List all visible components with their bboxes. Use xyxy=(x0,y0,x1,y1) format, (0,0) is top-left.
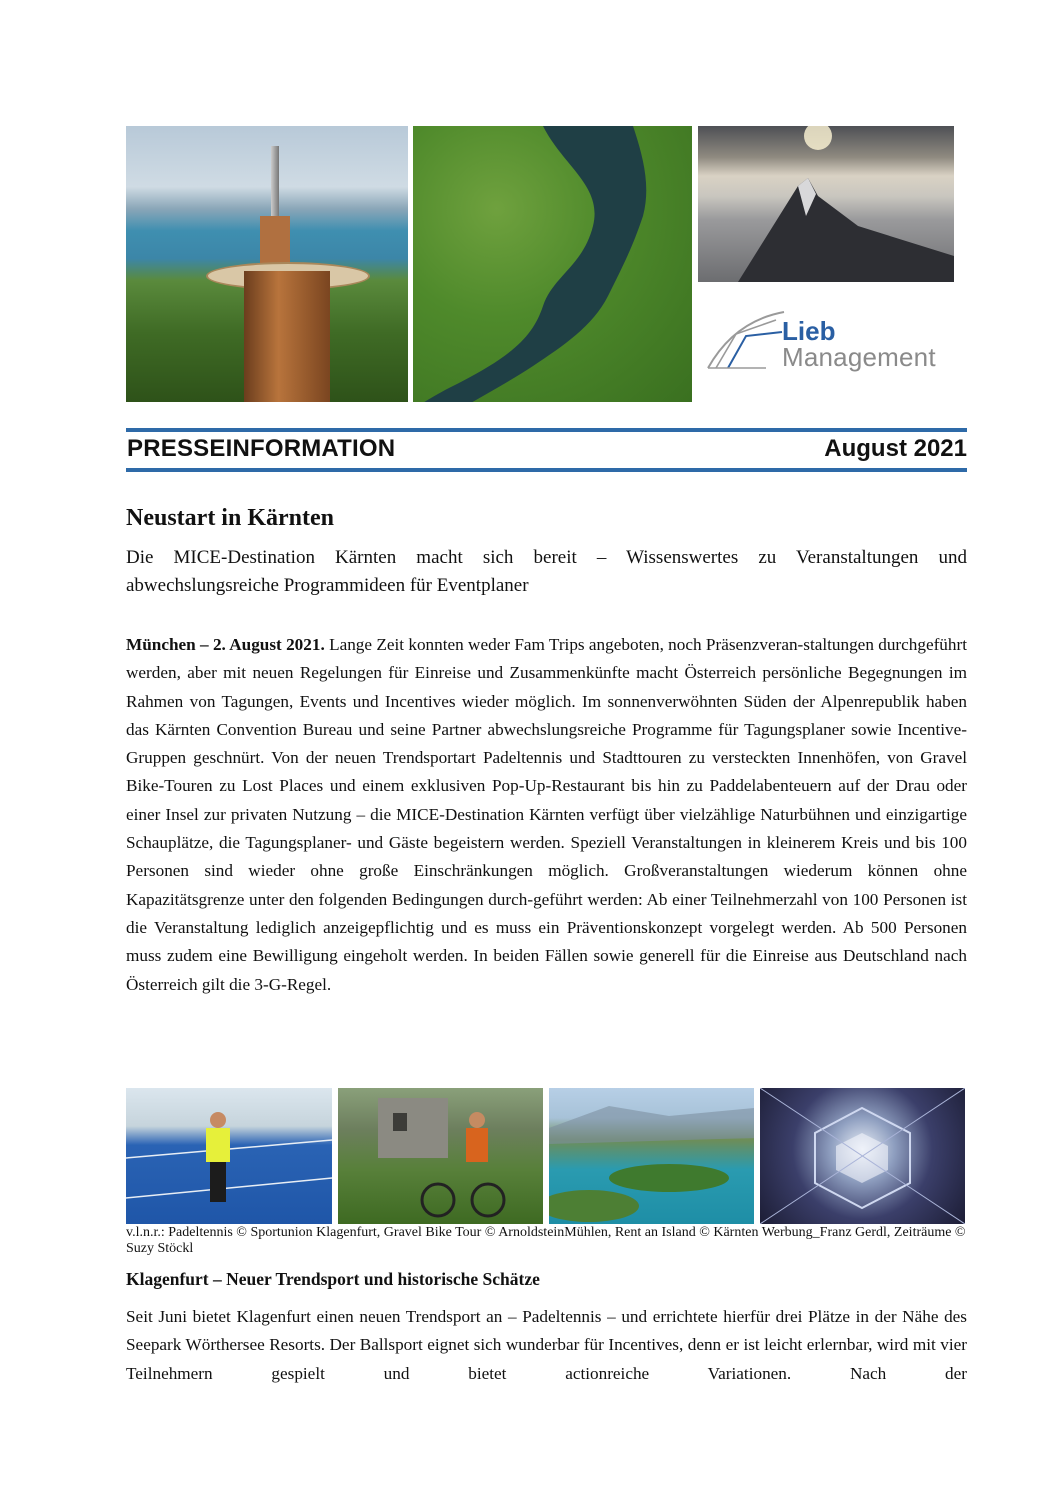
lead-paragraph xyxy=(126,631,967,999)
photo-caption: v.l.n.r.: Padeltennis © Sportunion Klagenfurt, Gravel Bike Tour © ArnoldsteinMühlen, Rent an Island © Kärnten Werbung_Franz Gerdl, Zeiträume © Suzy Stöckl xyxy=(126,1225,966,1256)
subheadline: Die MICE-Destination Kärnten macht sich bereit – Wissenswertes zu Veranstaltungen und abwechslungsreiche Programmideen für Eventplaner xyxy=(126,547,967,596)
headline: Neustart in Kärnten xyxy=(126,505,334,531)
mirror-room-photo xyxy=(760,1088,965,1224)
logo-text-lieb: Lieb xyxy=(782,316,836,346)
island-photo xyxy=(549,1088,754,1224)
logo-mark-icon xyxy=(706,306,786,376)
reed-river-photo xyxy=(413,126,692,402)
mountain-shape xyxy=(698,126,954,282)
ruin-and-rider-shape xyxy=(338,1088,543,1224)
header-rule-bottom xyxy=(126,468,967,472)
logo-text-management: Management xyxy=(782,342,936,372)
press-release-date: August 2021 xyxy=(824,435,967,462)
river-shape xyxy=(413,126,692,402)
tower-photo xyxy=(126,126,408,402)
dateline: München – 2. August 2021. xyxy=(126,635,325,654)
section-title: Klagenfurt – Neuer Trendsport und historische Schätze xyxy=(126,1269,540,1289)
header-rule-top xyxy=(126,428,967,432)
lieb-management-logo xyxy=(706,306,956,376)
gravel-bike-photo xyxy=(338,1088,543,1224)
mountain-summit-photo xyxy=(698,126,954,282)
padel-court-shape xyxy=(126,1088,332,1224)
section-paragraph: Seit Juni bietet Klagenfurt einen neuen Trendsport an – Padeltennis – und errichtete hierfür drei Plätze in der Nähe des Seepark Wörthersee Resorts. Der Ballsport eignet sich wunderbar für Incentives, denn er ist leicht erlernbar, wird mit vier Teilnehmern gespielt und bietet actionreiche Variationen. Nach der xyxy=(126,1307,967,1383)
island-shape xyxy=(549,1088,754,1224)
padel-tennis-photo xyxy=(126,1088,332,1224)
tower-shaft xyxy=(260,216,290,266)
lead-text: Lange Zeit konnten weder Fam Trips angeboten, noch Präsenzveran-staltungen durchgeführt werden, aber mit neuen Regelungen für Einreise und Zusammenkünfte macht Österreich persönliche Begegnungen im Rahmen von Tagungen, Events und Incentives wieder möglich. Im sonnenverwöhnten Süden der Alpenrepublik haben das Kärnten Convention Bureau und seine Partner abwechslungsreiche Programme für Tagungsplaner sowie Incentive-Gruppen geschnürt. Von der neuen Trendsportart Padeltennis und Stadttouren zu versteckten Innenhöfen, von Gravel Bike-Touren zu Lost Places und einem exklusiven Pop-Up-Restaurant bis hin zu Paddelabenteuern auf der Drau oder einer Insel zur privaten Nutzung – die MICE-Destination Kärnten verfügt über vielzählige Naturbühnen und einzigartige Schauplätze, die Tagungsplaner- und Gäste begeistern werden. Speziell Veranstaltungen in kleinerem Kreis und bis 100 Personen sind wieder ohne große Einschränkungen möglich. Großveranstaltungen wiederum können ohne Kapazitätsgrenze unter den folgenden Bedingungen durch-geführt werden: Ab einer Teilnehmerzahl von 100 Personen ist die Veranstaltung lediglich anzeigepflichtig und es muss ein Präventionskonzept vorgelegt werden. Ab 500 Personen muss zudem eine Bewilligung eingeholt werden. In beiden Fällen sowie generell für die Einreise aus Deutschland nach Österreich gilt die 3-G-Regel. xyxy=(126,635,967,994)
tower-body xyxy=(244,271,330,402)
kaleidoscope-shape xyxy=(760,1088,965,1224)
press-release-label: PRESSEINFORMATION xyxy=(127,435,396,462)
